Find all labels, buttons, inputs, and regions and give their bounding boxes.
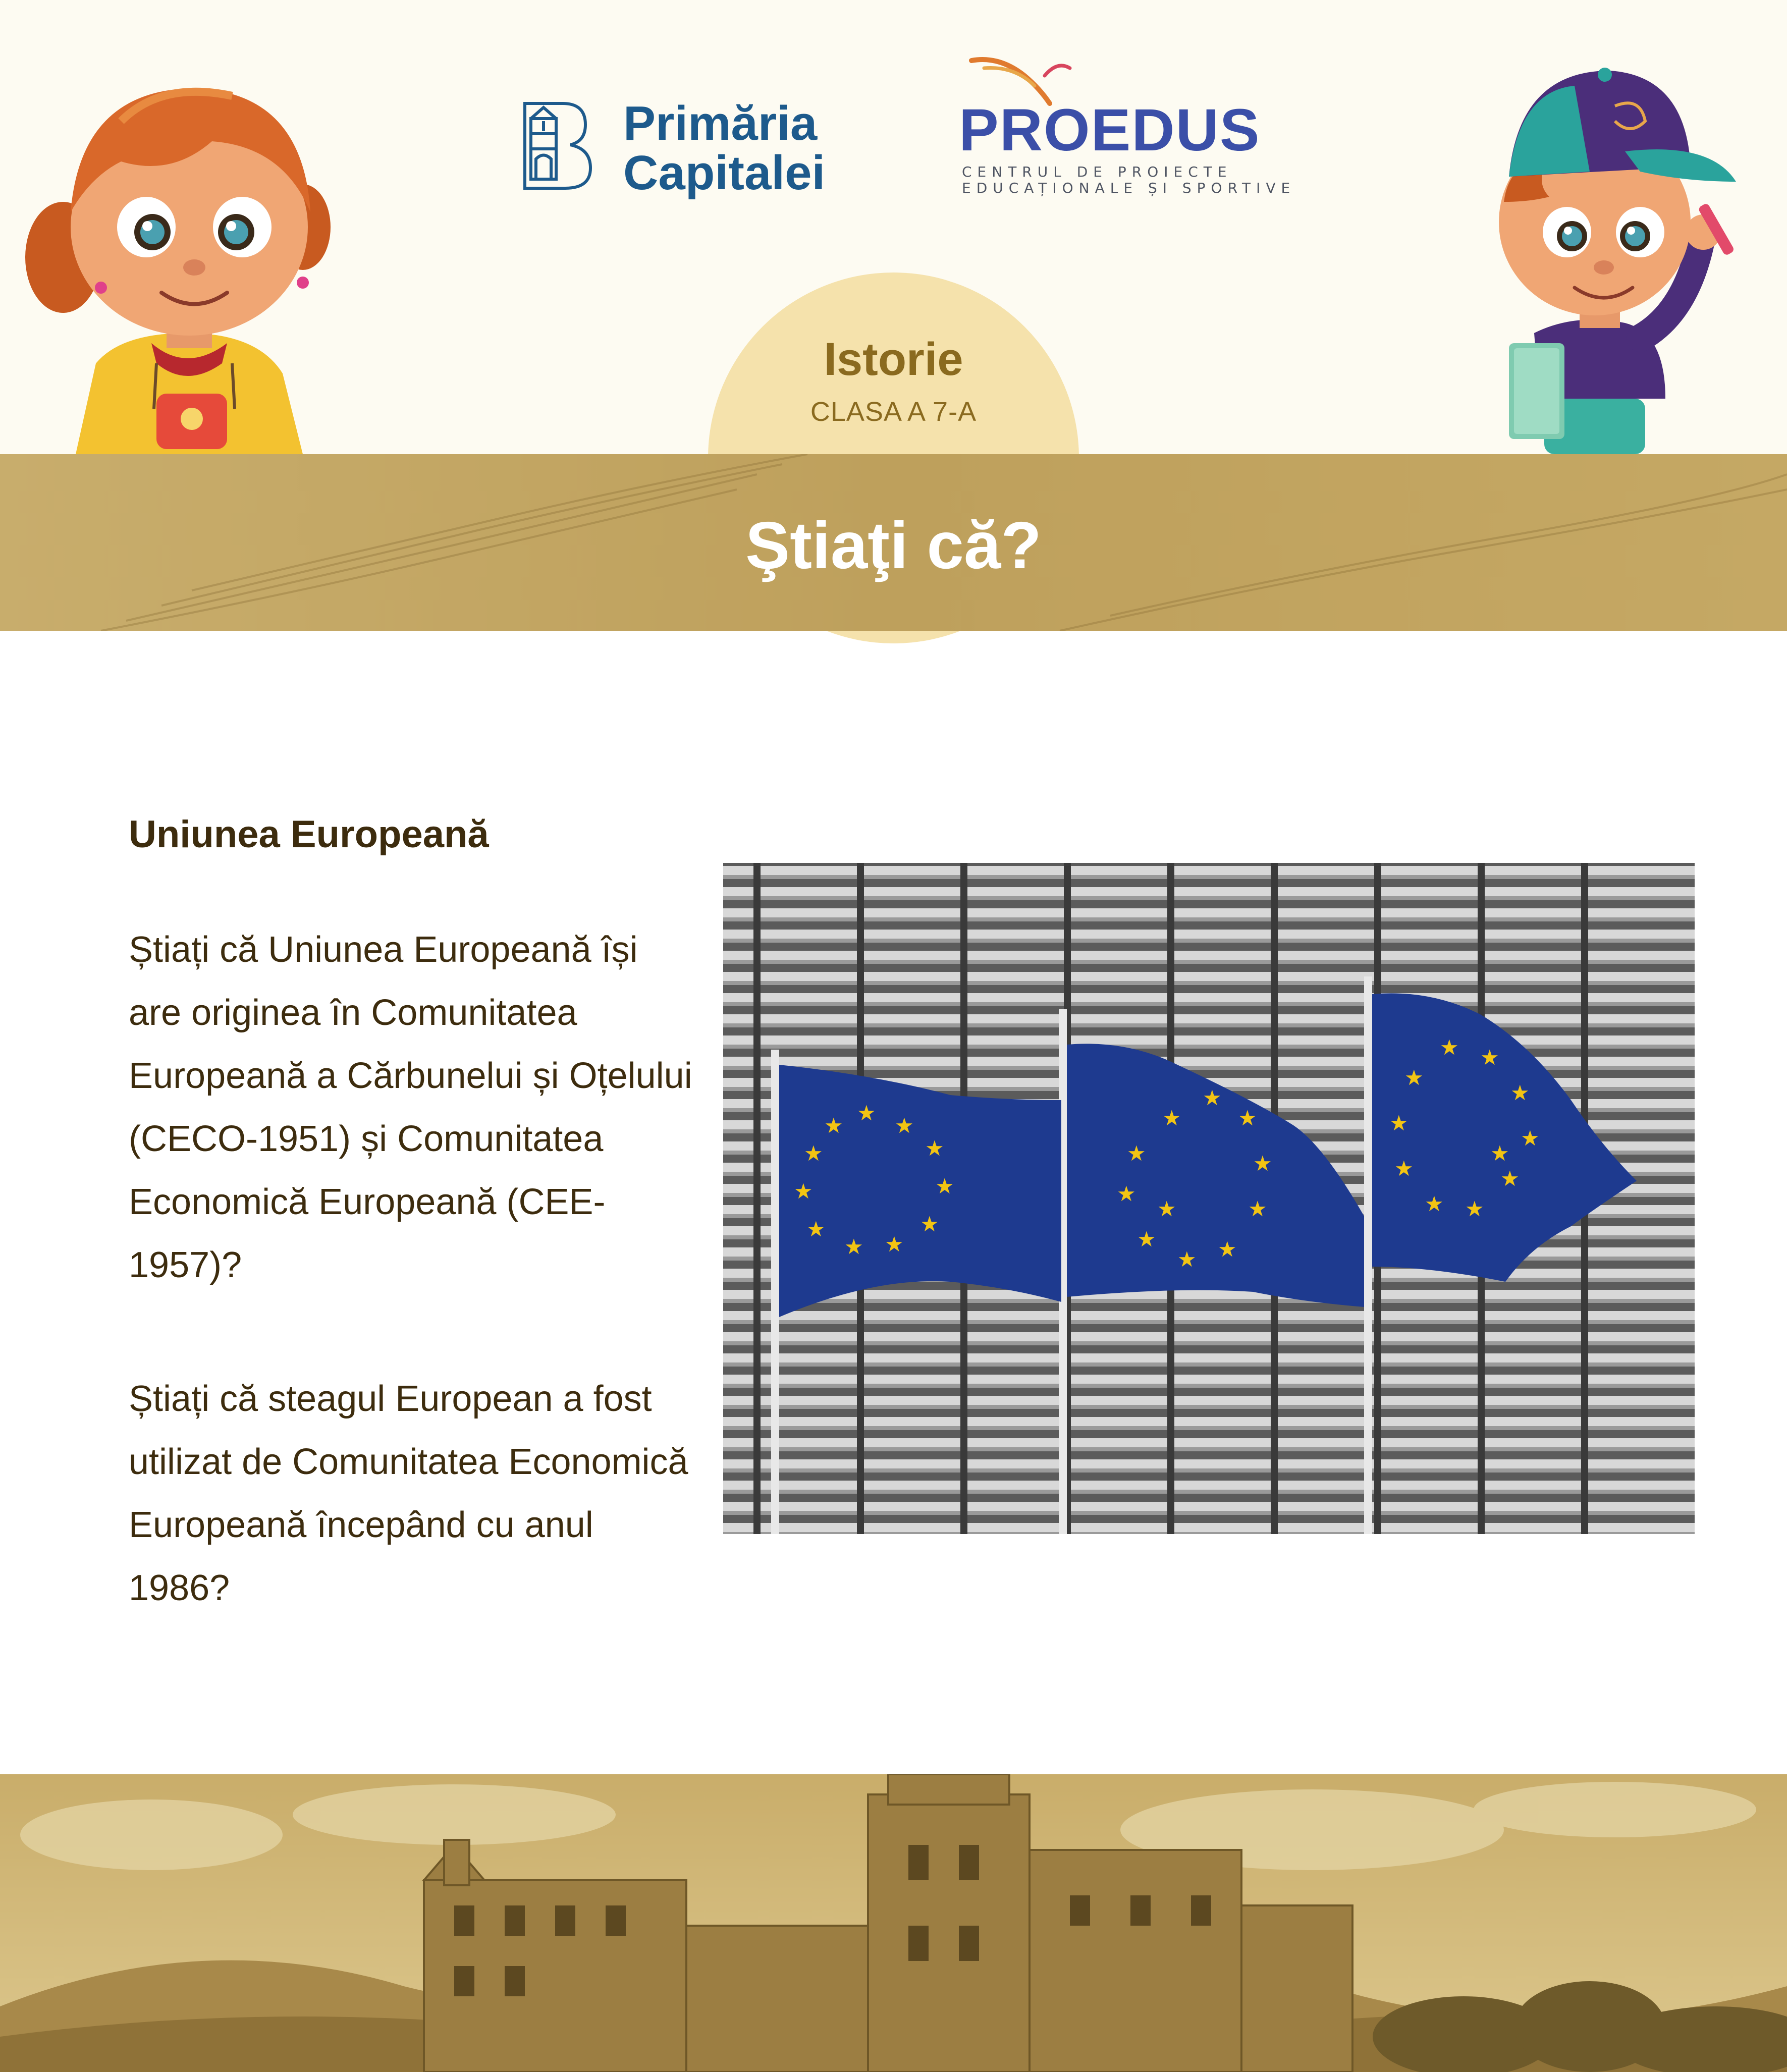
svg-text:★: ★ xyxy=(920,1212,939,1236)
eu-flags-image xyxy=(723,863,1695,1534)
svg-text:★: ★ xyxy=(1440,1035,1459,1060)
svg-text:★: ★ xyxy=(1521,1126,1540,1151)
svg-text:★: ★ xyxy=(1203,1085,1222,1110)
castle-illustration xyxy=(0,1774,1787,2072)
svg-text:★: ★ xyxy=(806,1217,826,1241)
svg-text:★: ★ xyxy=(1248,1196,1267,1221)
primaria-logo-line2: Capitalei xyxy=(623,146,826,200)
svg-text:★: ★ xyxy=(794,1179,813,1204)
svg-text:★: ★ xyxy=(925,1136,944,1161)
svg-text:★: ★ xyxy=(1127,1141,1146,1166)
subject-title: Istorie xyxy=(824,334,963,385)
proedus-tagline-1: CENTRUL DE PROIECTE xyxy=(962,163,1232,180)
boy-character xyxy=(1474,50,1756,454)
footer-castle xyxy=(0,1774,1787,2072)
svg-text:★: ★ xyxy=(885,1232,904,1257)
svg-text:★: ★ xyxy=(1157,1196,1176,1221)
svg-text:★: ★ xyxy=(895,1113,914,1138)
svg-text:★: ★ xyxy=(1425,1191,1444,1216)
svg-text:★: ★ xyxy=(1218,1237,1237,1262)
svg-text:★: ★ xyxy=(1510,1080,1530,1105)
svg-text:★: ★ xyxy=(1500,1166,1520,1191)
eu-flag-icon xyxy=(779,1065,1061,1317)
primaria-logo xyxy=(520,98,848,204)
svg-text:★: ★ xyxy=(1404,1065,1424,1090)
proedus-wordmark: PROEDUS xyxy=(959,97,1261,163)
svg-text:★: ★ xyxy=(1137,1227,1156,1251)
subject-class: CLASA A 7-A xyxy=(810,397,977,427)
svg-text:★: ★ xyxy=(1238,1106,1257,1130)
svg-text:★: ★ xyxy=(1177,1247,1197,1272)
section-heading: Uniunea Europeană xyxy=(129,813,489,856)
svg-text:★: ★ xyxy=(844,1234,863,1259)
svg-text:★: ★ xyxy=(1465,1196,1484,1221)
proedus-logo xyxy=(959,56,1296,202)
primaria-logo-line1: Primăria xyxy=(623,96,818,150)
girl-character xyxy=(20,61,343,454)
svg-text:★: ★ xyxy=(857,1101,876,1125)
svg-text:★: ★ xyxy=(1117,1181,1136,1206)
svg-text:★: ★ xyxy=(1480,1045,1499,1070)
proedus-tagline-2: EDUCAȚIONALE ȘI SPORTIVE xyxy=(962,180,1296,196)
svg-text:★: ★ xyxy=(1253,1151,1272,1176)
svg-text:★: ★ xyxy=(1389,1111,1409,1135)
banner-title: Ştiaţi că? xyxy=(745,508,1042,582)
svg-text:★: ★ xyxy=(935,1174,954,1198)
svg-text:★: ★ xyxy=(804,1141,823,1166)
paragraph-1: Știați că Uniunea Europeană își are originea în Comunitatea Europeană a Cărbunelui și Oțelului (CECO-1951) și Comunitatea Economică Europeană (CEE-1957)? xyxy=(129,930,692,1285)
primaria-logo-icon xyxy=(520,98,595,192)
svg-text:★: ★ xyxy=(824,1113,843,1138)
paragraph-2: Știați că steagul European a fost utilizat de Comunitatea Economică Europeană începând cu anul 1986? xyxy=(129,1379,688,1608)
svg-text:★: ★ xyxy=(1490,1141,1509,1166)
svg-text:★: ★ xyxy=(1394,1156,1414,1181)
svg-text:★: ★ xyxy=(1162,1106,1181,1130)
